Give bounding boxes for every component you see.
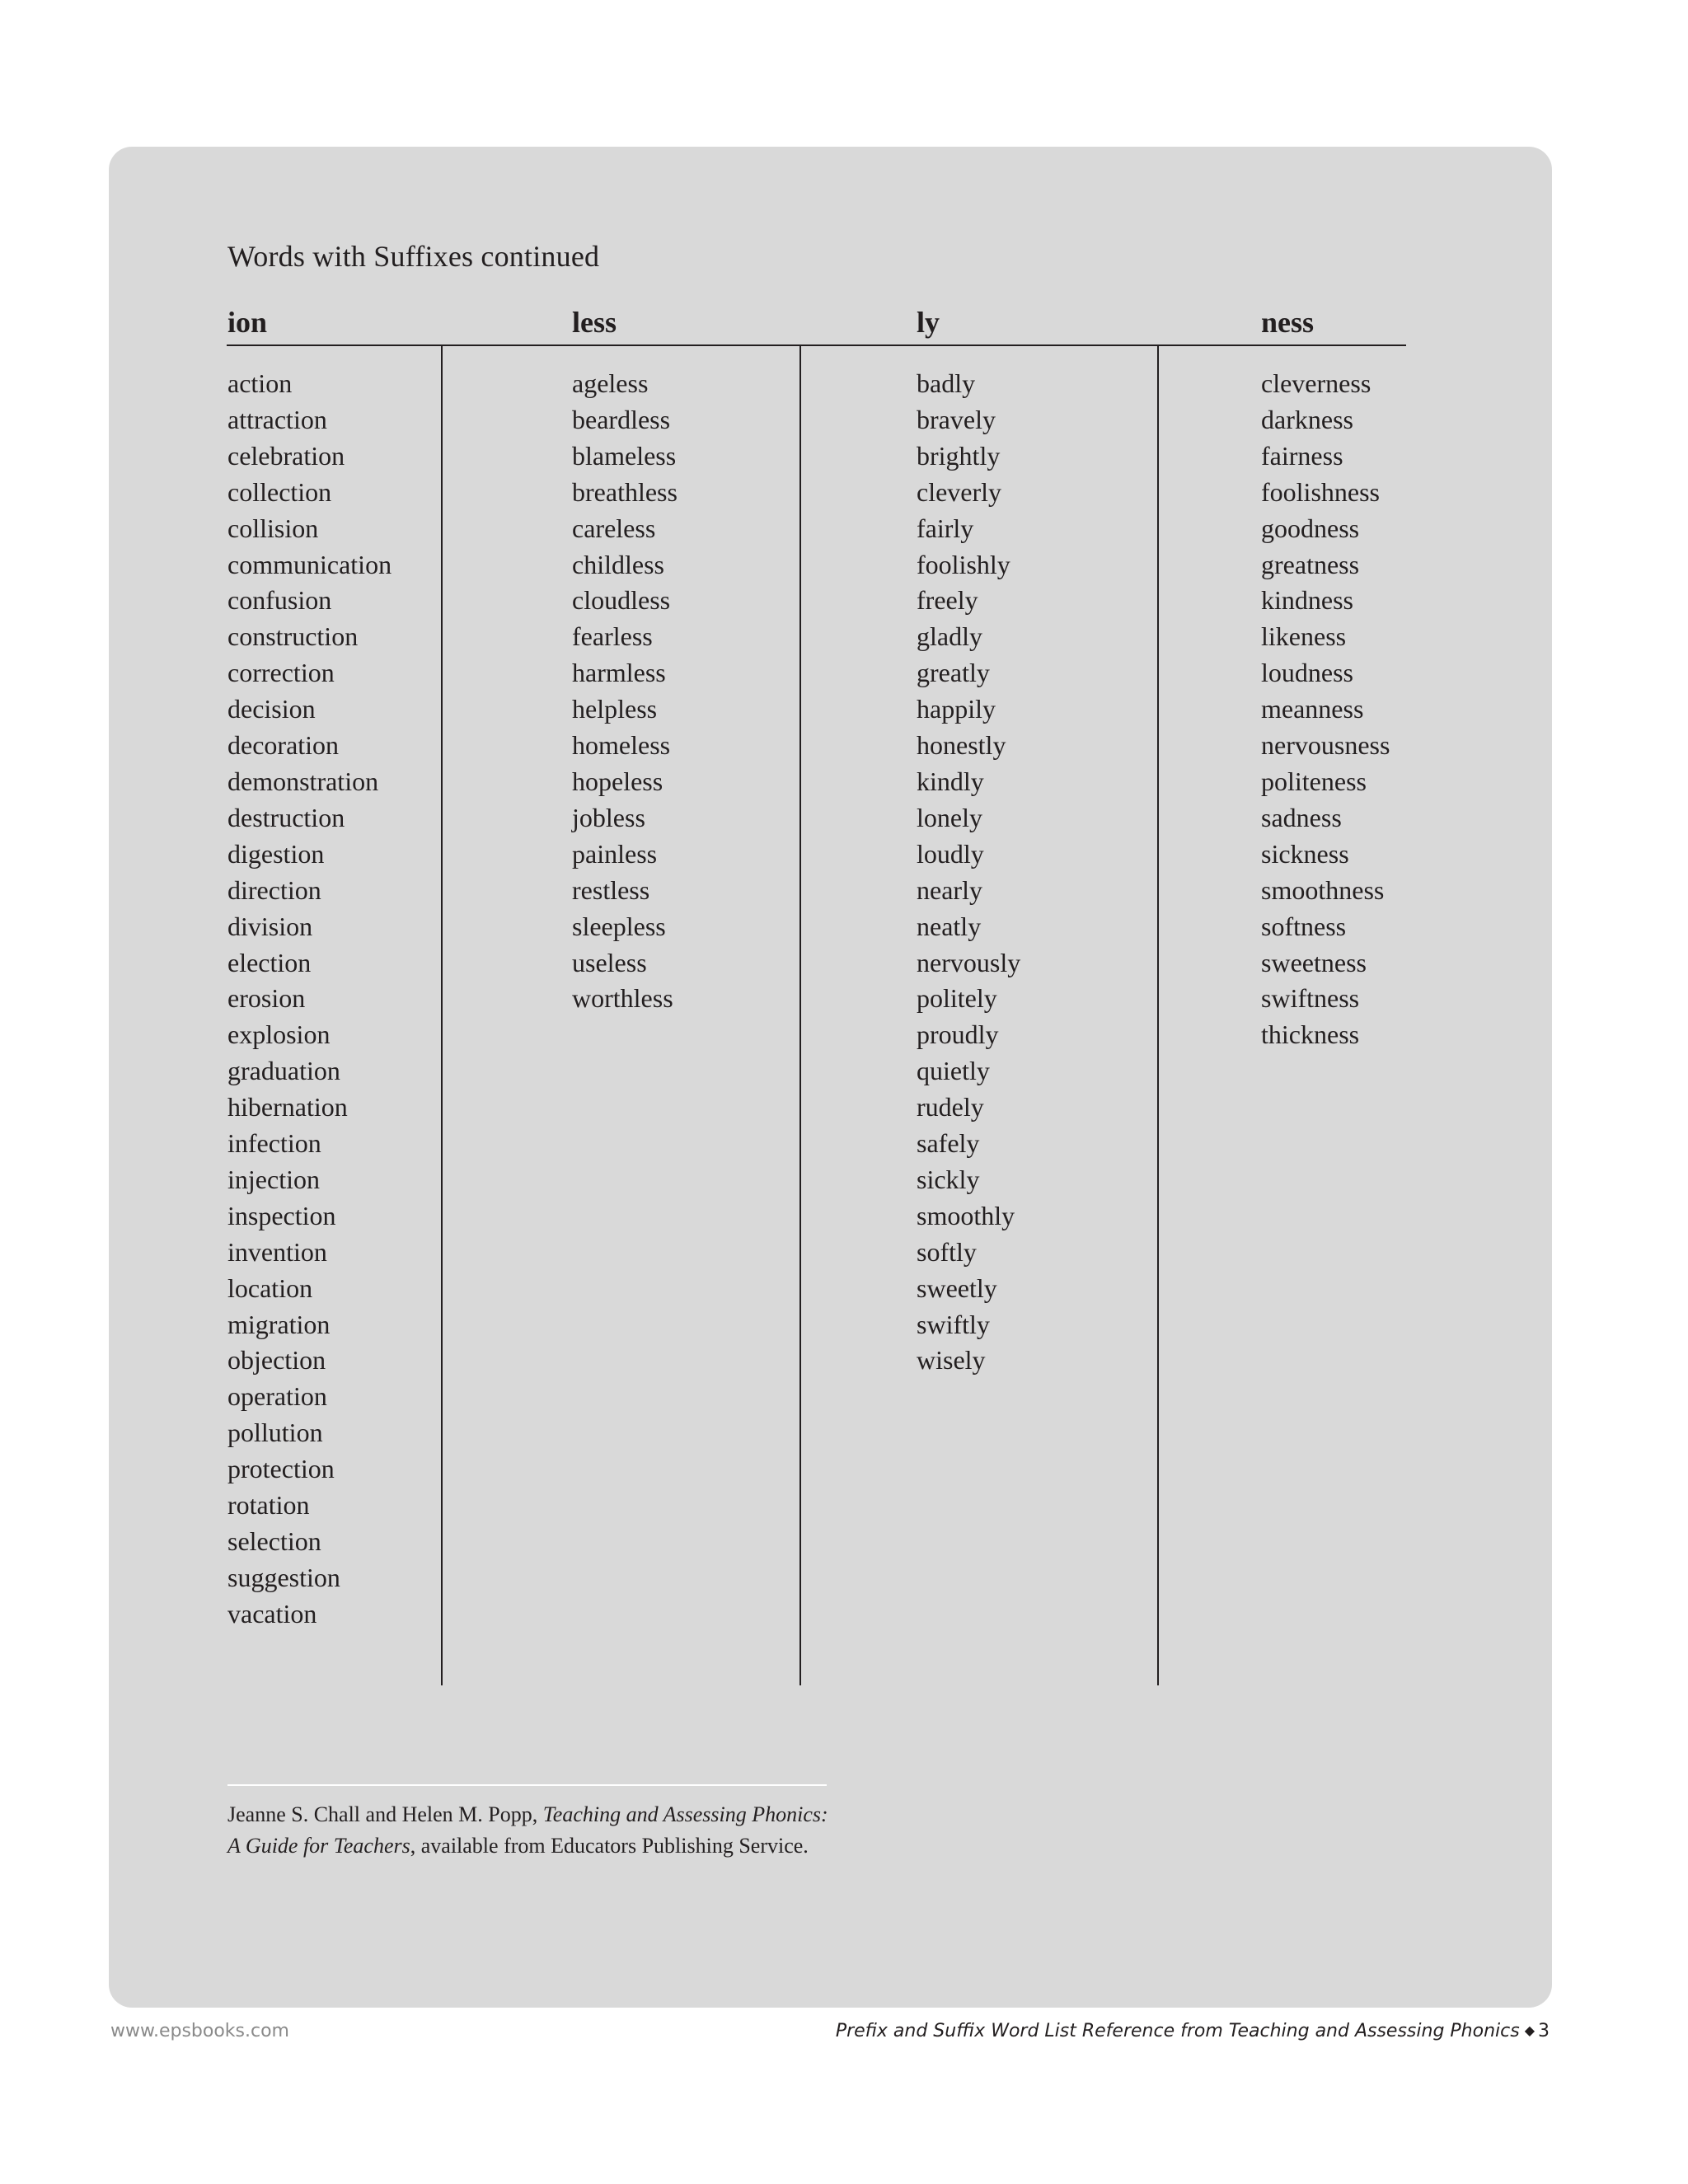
reference-divider bbox=[227, 1784, 827, 1786]
word-item: destruction bbox=[227, 802, 345, 832]
page-title: Words with Suffixes continued bbox=[227, 240, 600, 273]
word-item: pollution bbox=[227, 1418, 323, 1448]
word-item: confusion bbox=[227, 585, 332, 616]
word-item: erosion bbox=[227, 983, 306, 1014]
reference-book-title: Teaching and Assessing Phonics: bbox=[542, 1802, 828, 1826]
word-item: childless bbox=[572, 549, 664, 579]
word-item: action bbox=[227, 368, 293, 398]
footer-doc-title: Prefix and Suffix Word List Reference from Teaching and Assessing Phonics bbox=[835, 2021, 1520, 2041]
word-item: politely bbox=[917, 983, 997, 1014]
reference-book-subtitle: A Guide for Teachers bbox=[227, 1834, 410, 1858]
word-item: proudly bbox=[917, 1019, 999, 1050]
word-item: injection bbox=[227, 1164, 320, 1194]
word-item: greatly bbox=[917, 658, 990, 688]
word-item: invention bbox=[227, 1236, 327, 1267]
word-item: migration bbox=[227, 1309, 331, 1339]
word-item: cleverness bbox=[1261, 368, 1372, 398]
column-divider bbox=[441, 346, 443, 1685]
word-item: rotation bbox=[227, 1490, 310, 1521]
word-item: objection bbox=[227, 1345, 326, 1376]
word-item: location bbox=[227, 1272, 313, 1303]
word-item: thickness bbox=[1261, 1019, 1360, 1050]
word-item: sleepless bbox=[572, 911, 666, 941]
word-item: cleverly bbox=[917, 476, 1002, 507]
word-item: wisely bbox=[917, 1345, 986, 1376]
word-item: breathless bbox=[572, 476, 678, 507]
word-item: restless bbox=[572, 874, 650, 905]
word-item: politeness bbox=[1261, 766, 1367, 796]
word-item: smoothly bbox=[917, 1200, 1015, 1230]
word-item: fairness bbox=[1261, 440, 1343, 471]
column-heading-ion: ion bbox=[227, 306, 268, 339]
word-item: suggestion bbox=[227, 1562, 340, 1592]
word-item: ageless bbox=[572, 368, 649, 398]
word-item: fairly bbox=[917, 513, 974, 543]
word-item: sickly bbox=[917, 1164, 980, 1194]
column-divider bbox=[1157, 346, 1159, 1685]
column-divider bbox=[799, 346, 801, 1685]
word-item: infection bbox=[227, 1128, 321, 1159]
word-list-ion bbox=[227, 366, 392, 1633]
word-item: useless bbox=[572, 947, 647, 977]
word-item: likeness bbox=[1261, 621, 1347, 652]
word-item: worthless bbox=[572, 983, 673, 1014]
reference-publisher: , available from Educators Publishing Service. bbox=[410, 1834, 809, 1858]
word-item: neatly bbox=[917, 911, 982, 941]
word-item: explosion bbox=[227, 1019, 331, 1050]
word-item: sweetly bbox=[917, 1272, 997, 1303]
word-item: direction bbox=[227, 874, 321, 905]
word-item: helpless bbox=[572, 694, 658, 724]
word-item: foolishness bbox=[1261, 476, 1380, 507]
word-item: darkness bbox=[1261, 404, 1353, 434]
word-item: digestion bbox=[227, 838, 325, 869]
word-item: demonstration bbox=[227, 766, 379, 796]
word-item: swiftly bbox=[917, 1309, 990, 1339]
word-item: fearless bbox=[572, 621, 653, 652]
word-item: selection bbox=[227, 1526, 321, 1556]
word-item: goodness bbox=[1261, 513, 1360, 543]
word-item: division bbox=[227, 911, 313, 941]
reference-line-1 bbox=[227, 1799, 1052, 1830]
word-item: loudly bbox=[917, 838, 984, 869]
word-item: lonely bbox=[917, 802, 982, 832]
word-item: communication bbox=[227, 549, 392, 579]
word-item: painless bbox=[572, 838, 658, 869]
reference-note bbox=[227, 1799, 1052, 1862]
word-item: homeless bbox=[572, 730, 671, 761]
word-item: rudely bbox=[917, 1092, 984, 1122]
word-item: sadness bbox=[1261, 802, 1342, 832]
word-item: hopeless bbox=[572, 766, 663, 796]
word-item: blameless bbox=[572, 440, 677, 471]
word-item: cloudless bbox=[572, 585, 671, 616]
word-item: kindly bbox=[917, 766, 984, 796]
reference-line-2 bbox=[227, 1830, 1052, 1862]
word-item: badly bbox=[917, 368, 976, 398]
word-item: hibernation bbox=[227, 1092, 348, 1122]
word-item: happily bbox=[917, 694, 996, 724]
word-item: softness bbox=[1261, 911, 1347, 941]
column-heading-ness: ness bbox=[1261, 306, 1315, 339]
word-item: harmless bbox=[572, 658, 666, 688]
word-item: brightly bbox=[917, 440, 1001, 471]
word-item: safely bbox=[917, 1128, 980, 1159]
diamond-icon: ◆ bbox=[1524, 2022, 1535, 2038]
word-item: attraction bbox=[227, 404, 327, 434]
word-item: celebration bbox=[227, 440, 345, 471]
word-item: construction bbox=[227, 621, 359, 652]
word-item: careless bbox=[572, 513, 656, 543]
column-heading-less: less bbox=[572, 306, 617, 339]
word-item: collection bbox=[227, 476, 332, 507]
word-item: kindness bbox=[1261, 585, 1353, 616]
word-item: nearly bbox=[917, 874, 982, 905]
word-item: beardless bbox=[572, 404, 671, 434]
word-item: nervously bbox=[917, 947, 1021, 977]
word-item: nervousness bbox=[1261, 730, 1390, 761]
word-item: loudness bbox=[1261, 658, 1353, 688]
word-item: election bbox=[227, 947, 312, 977]
page-number: 3 bbox=[1538, 2021, 1550, 2041]
reference-authors: Jeanne S. Chall and Helen M. Popp, bbox=[227, 1802, 543, 1826]
word-item: correction bbox=[227, 658, 335, 688]
word-item: foolishly bbox=[917, 549, 1010, 579]
word-item: sweetness bbox=[1261, 947, 1367, 977]
word-item: sickness bbox=[1261, 838, 1349, 869]
word-item: quietly bbox=[917, 1056, 990, 1086]
header-divider bbox=[227, 344, 1406, 346]
word-item: smoothness bbox=[1261, 874, 1385, 905]
word-item: operation bbox=[227, 1381, 327, 1412]
word-item: protection bbox=[227, 1454, 335, 1484]
word-item: greatness bbox=[1261, 549, 1360, 579]
word-item: decision bbox=[227, 694, 316, 724]
word-list-ly bbox=[917, 366, 1020, 1379]
footer-website: www.epsbooks.com bbox=[110, 2021, 289, 2041]
word-item: graduation bbox=[227, 1056, 340, 1086]
word-item: collision bbox=[227, 513, 319, 543]
word-list-less bbox=[572, 366, 678, 1017]
footer-title bbox=[836, 2021, 1550, 2041]
word-item: inspection bbox=[227, 1200, 336, 1230]
word-item: honestly bbox=[917, 730, 1006, 761]
word-list-ness bbox=[1261, 366, 1390, 1053]
word-item: freely bbox=[917, 585, 978, 616]
word-item: bravely bbox=[917, 404, 996, 434]
column-heading-ly: ly bbox=[917, 306, 940, 339]
word-item: jobless bbox=[572, 802, 645, 832]
word-item: meanness bbox=[1261, 694, 1364, 724]
word-item: vacation bbox=[227, 1598, 317, 1629]
word-item: decoration bbox=[227, 730, 340, 761]
word-item: softly bbox=[917, 1236, 977, 1267]
word-item: gladly bbox=[917, 621, 982, 652]
word-item: swiftness bbox=[1261, 983, 1360, 1014]
